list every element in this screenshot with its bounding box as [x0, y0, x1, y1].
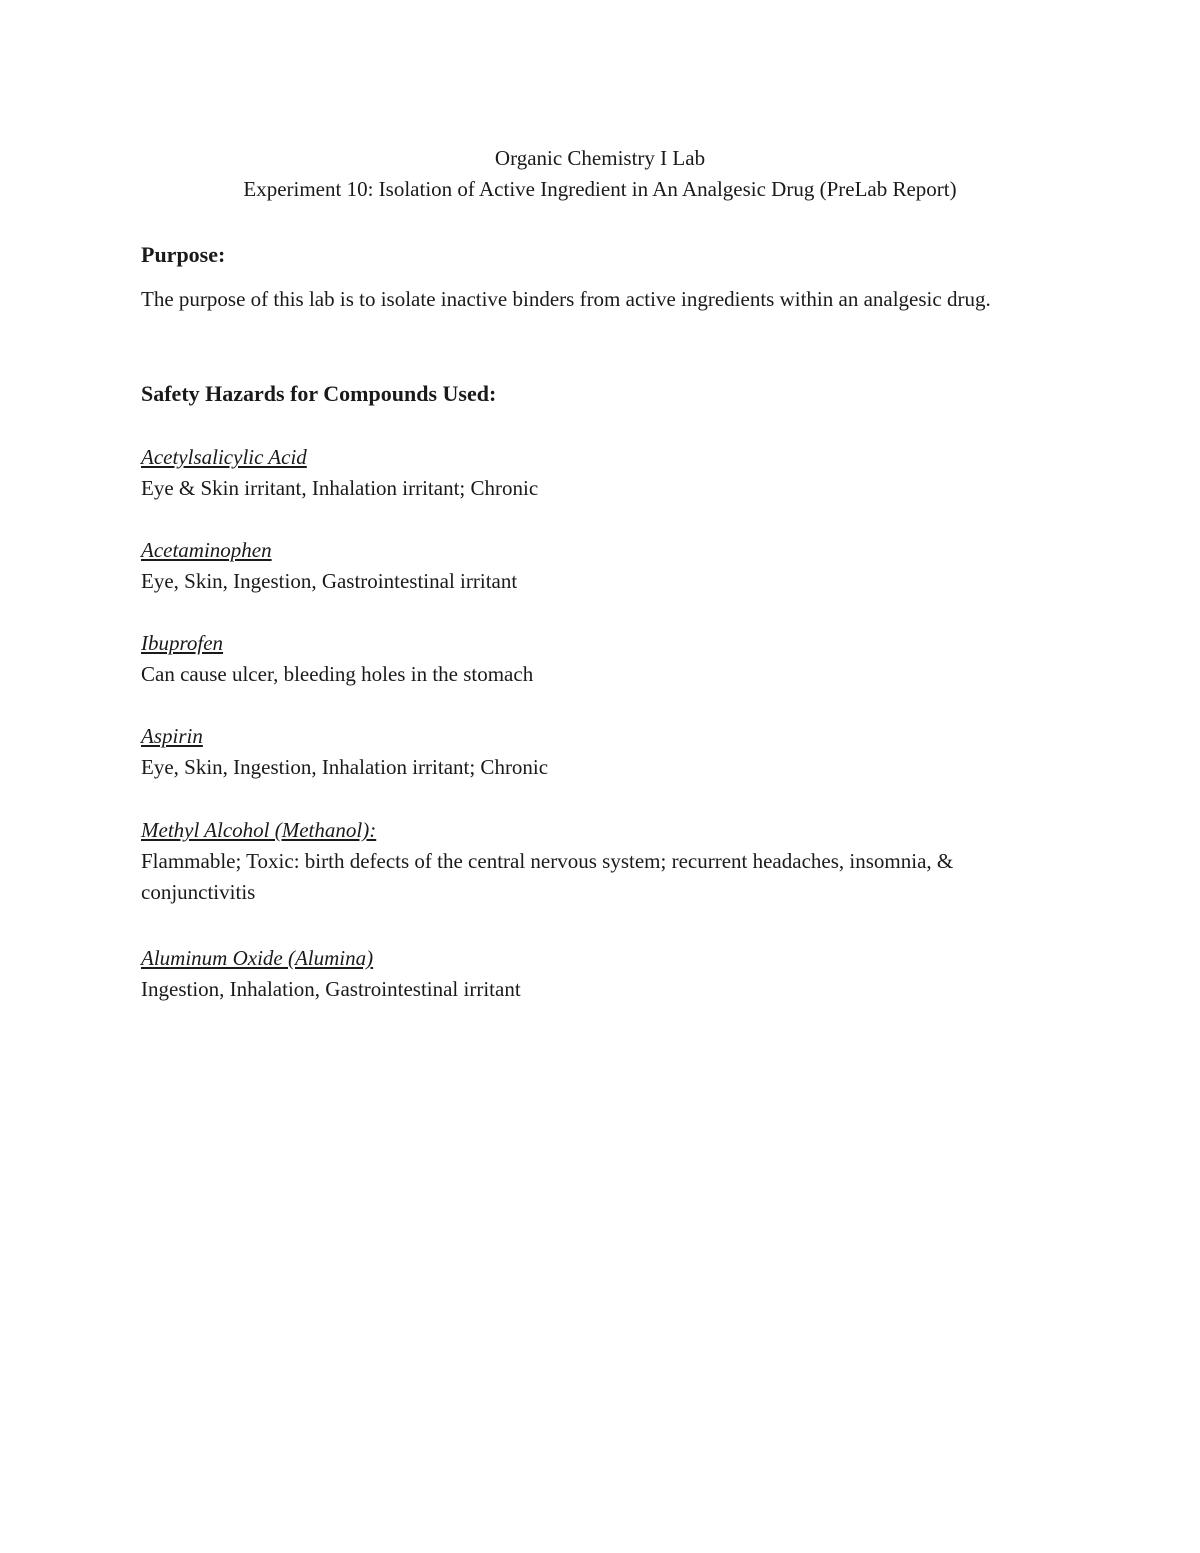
compound-name: Ibuprofen	[141, 631, 224, 655]
safety-heading: Safety Hazards for Compounds Used:	[141, 381, 497, 406]
compound-name: Aluminum Oxide (Alumina)	[141, 946, 374, 970]
purpose-heading: Purpose:	[141, 242, 226, 267]
course-title: Organic Chemistry I Lab	[494, 146, 706, 170]
compound-entry	[141, 535, 1071, 597]
compound-entry	[141, 943, 1071, 1005]
experiment-title: Experiment 10: Isolation of Active Ingredient in An Analgesic Drug (PreLab Report)	[243, 177, 957, 201]
purpose-text: The purpose of this lab is to isolate inactive binders from active ingredients within an analgesic drug.	[141, 287, 991, 311]
compound-entry	[141, 442, 1071, 504]
compound-hazard: Flammable; Toxic: birth defects of the central nervous system; recurrent headaches, insomnia, & conjunctivitis	[141, 849, 954, 904]
compound-hazard: Can cause ulcer, bleeding holes in the stomach	[141, 662, 534, 686]
compound-entry	[141, 815, 1071, 908]
compound-entry	[141, 721, 1071, 783]
compound-hazard: Ingestion, Inhalation, Gastrointestinal irritant	[141, 977, 521, 1001]
compound-entry	[141, 628, 1071, 690]
compound-name: Methyl Alcohol (Methanol):	[141, 818, 377, 842]
compound-name: Acetaminophen	[141, 538, 272, 562]
compound-hazard: Eye, Skin, Ingestion, Gastrointestinal irritant	[141, 569, 518, 593]
compound-name: Aspirin	[141, 724, 203, 748]
document-header	[0, 143, 1200, 205]
compound-name: Acetylsalicylic Acid	[141, 445, 307, 469]
compound-hazard: Eye, Skin, Ingestion, Inhalation irritant; Chronic	[141, 755, 549, 779]
compound-hazard: Eye & Skin irritant, Inhalation irritant; Chronic	[141, 476, 539, 500]
